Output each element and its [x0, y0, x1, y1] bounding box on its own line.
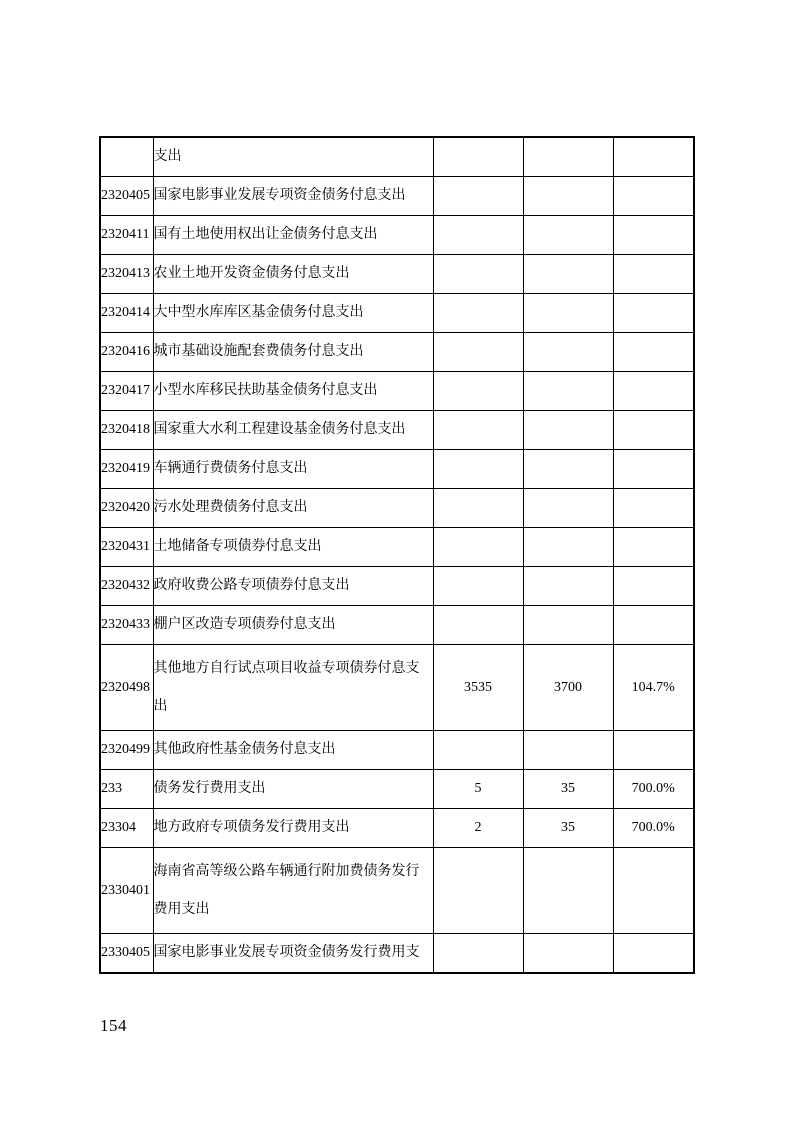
cell-value-v1	[433, 411, 523, 450]
cell-item-description	[153, 809, 433, 848]
cell-value-v1	[433, 216, 523, 255]
budget-table	[99, 136, 695, 974]
table-row	[100, 216, 694, 255]
description-line: 大中型水库库区基金债务付息支出	[153, 305, 364, 320]
cell-item-description	[153, 450, 433, 489]
cell-item-code: 2320420	[100, 489, 153, 528]
cell-value-v2: 35	[523, 809, 613, 848]
cell-value-v3	[613, 848, 694, 934]
cell-value-v3	[613, 177, 694, 216]
cell-item-code: 2320419	[100, 450, 153, 489]
cell-value-v2	[523, 333, 613, 372]
cell-value-v3	[613, 294, 694, 333]
description-line: 支出	[153, 149, 182, 164]
cell-value-v1	[433, 255, 523, 294]
description-line: 农业土地开发资金债务付息支出	[153, 266, 350, 281]
cell-value-v2	[523, 137, 613, 177]
table-row	[100, 177, 694, 216]
cell-item-description	[153, 255, 433, 294]
cell-item-description	[153, 731, 433, 770]
cell-value-v2	[523, 606, 613, 645]
cell-item-description	[153, 645, 433, 731]
description-line: 国家电影事业发展专项资金债务发行费用支	[153, 945, 420, 960]
table-row	[100, 255, 694, 294]
cell-item-code: 233	[100, 770, 153, 809]
cell-item-code: 2320432	[100, 567, 153, 606]
cell-item-code: 2320414	[100, 294, 153, 333]
table-row	[100, 450, 694, 489]
cell-value-v2	[523, 567, 613, 606]
cell-item-description	[153, 411, 433, 450]
page-number: 154	[100, 1016, 127, 1035]
cell-value-v2	[523, 848, 613, 934]
description-line: 地方政府专项债务发行费用支出	[153, 820, 350, 835]
cell-value-v3	[613, 528, 694, 567]
cell-value-v1	[433, 528, 523, 567]
cell-value-v2	[523, 528, 613, 567]
cell-item-code: 2320418	[100, 411, 153, 450]
cell-value-v1	[433, 137, 523, 177]
cell-item-code: 2320413	[100, 255, 153, 294]
cell-item-code: 2320405	[100, 177, 153, 216]
table-row	[100, 770, 694, 809]
cell-item-description	[153, 770, 433, 809]
description-line: 国家重大水利工程建设基金债务付息支出	[153, 422, 406, 437]
cell-value-v3	[613, 606, 694, 645]
description-line: 棚户区改造专项债券付息支出	[153, 617, 336, 632]
cell-value-v2	[523, 294, 613, 333]
cell-item-description	[153, 848, 433, 934]
cell-item-code: 2330405	[100, 934, 153, 974]
table-row	[100, 645, 694, 731]
cell-value-v3	[613, 934, 694, 974]
cell-value-v1	[433, 372, 523, 411]
cell-item-description	[153, 372, 433, 411]
cell-value-v3	[613, 567, 694, 606]
cell-value-v1: 2	[433, 809, 523, 848]
cell-value-v3	[613, 731, 694, 770]
description-line: 债务发行费用支出	[153, 781, 266, 796]
table-row	[100, 528, 694, 567]
cell-item-description	[153, 567, 433, 606]
cell-value-v1	[433, 567, 523, 606]
cell-value-v2	[523, 372, 613, 411]
cell-item-code	[100, 137, 153, 177]
cell-item-code: 2330401	[100, 848, 153, 934]
cell-value-v2: 35	[523, 770, 613, 809]
description-line: 费用支出	[153, 901, 210, 917]
cell-value-v2	[523, 489, 613, 528]
cell-item-description	[153, 934, 433, 974]
cell-value-v2	[523, 216, 613, 255]
cell-value-v1	[433, 848, 523, 934]
cell-item-code: 23304	[100, 809, 153, 848]
cell-value-v3	[613, 333, 694, 372]
description-line: 国有土地使用权出让金债务付息支出	[153, 227, 378, 242]
description-line: 其他地方自行试点项目收益专项债券付息支	[153, 660, 420, 676]
table-row	[100, 137, 694, 177]
cell-value-v2	[523, 450, 613, 489]
cell-value-v1	[433, 333, 523, 372]
cell-value-v1	[433, 489, 523, 528]
table-row	[100, 294, 694, 333]
cell-item-description	[153, 333, 433, 372]
cell-value-v2	[523, 411, 613, 450]
cell-item-code: 2320417	[100, 372, 153, 411]
cell-value-v3: 700.0%	[613, 770, 694, 809]
cell-item-code: 2320431	[100, 528, 153, 567]
table-row	[100, 848, 694, 934]
cell-value-v1	[433, 731, 523, 770]
cell-value-v3	[613, 450, 694, 489]
description-line: 小型水库移民扶助基金债务付息支出	[153, 383, 378, 398]
cell-value-v1	[433, 294, 523, 333]
cell-value-v3	[613, 411, 694, 450]
table-row	[100, 731, 694, 770]
table-row	[100, 372, 694, 411]
cell-item-code: 2320416	[100, 333, 153, 372]
cell-item-description	[153, 528, 433, 567]
cell-value-v3	[613, 372, 694, 411]
table-row	[100, 606, 694, 645]
description-line: 海南省高等级公路车辆通行附加费债务发行	[153, 863, 420, 879]
description-line: 其他政府性基金债务付息支出	[153, 742, 336, 757]
cell-value-v3: 700.0%	[613, 809, 694, 848]
cell-item-code: 2320411	[100, 216, 153, 255]
cell-item-code: 2320499	[100, 731, 153, 770]
cell-item-description	[153, 489, 433, 528]
description-line: 出	[153, 698, 168, 714]
table-row	[100, 411, 694, 450]
table-row	[100, 934, 694, 974]
table-row	[100, 567, 694, 606]
cell-value-v3	[613, 489, 694, 528]
cell-value-v2	[523, 731, 613, 770]
description-line: 土地储备专项债券付息支出	[153, 539, 322, 554]
cell-value-v2	[523, 934, 613, 974]
table-row	[100, 333, 694, 372]
cell-value-v1	[433, 177, 523, 216]
cell-value-v2	[523, 255, 613, 294]
cell-item-code: 2320498	[100, 645, 153, 731]
cell-value-v3: 104.7%	[613, 645, 694, 731]
description-line: 污水处理费债务付息支出	[153, 500, 308, 515]
cell-value-v1	[433, 934, 523, 974]
description-line: 车辆通行费债务付息支出	[153, 461, 308, 476]
table-row	[100, 489, 694, 528]
cell-value-v1	[433, 450, 523, 489]
cell-value-v1: 5	[433, 770, 523, 809]
cell-item-description	[153, 216, 433, 255]
cell-value-v3	[613, 137, 694, 177]
cell-value-v3	[613, 255, 694, 294]
cell-value-v3	[613, 216, 694, 255]
cell-value-v1	[433, 606, 523, 645]
cell-value-v2: 3700	[523, 645, 613, 731]
cell-item-description	[153, 177, 433, 216]
description-line: 城市基础设施配套费债务付息支出	[153, 344, 364, 359]
cell-item-description	[153, 294, 433, 333]
description-line: 国家电影事业发展专项资金债务付息支出	[153, 188, 406, 203]
cell-value-v2	[523, 177, 613, 216]
table-row	[100, 809, 694, 848]
cell-item-description	[153, 137, 433, 177]
cell-item-description	[153, 606, 433, 645]
cell-item-code: 2320433	[100, 606, 153, 645]
cell-value-v1: 3535	[433, 645, 523, 731]
description-line: 政府收费公路专项债券付息支出	[153, 578, 350, 593]
